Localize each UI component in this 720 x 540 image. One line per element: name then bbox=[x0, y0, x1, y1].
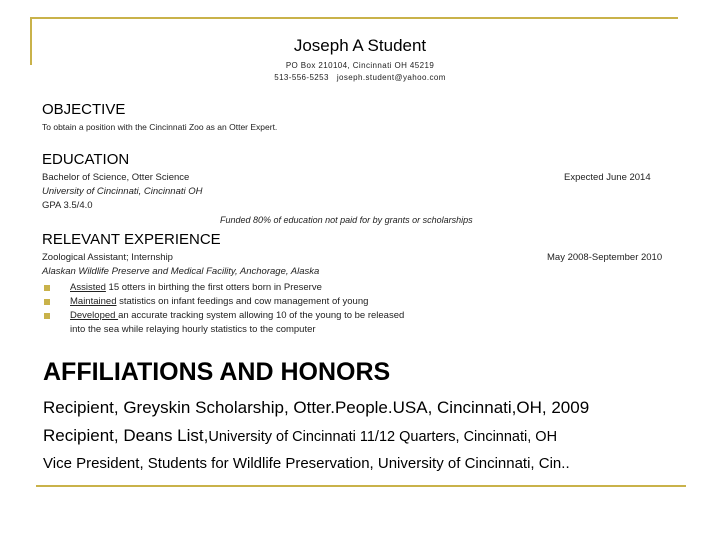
education-degree: Bachelor of Science, Otter Science bbox=[42, 172, 190, 183]
bullet-continuation: into the sea while relaying hourly statistics to the computer bbox=[70, 324, 316, 335]
affiliation-line-2 bbox=[43, 426, 557, 446]
objective-heading: OBJECTIVE bbox=[42, 101, 126, 118]
bullet-text: 15 otters in birthing the first otters born in Preserve bbox=[105, 282, 322, 293]
experience-organization: Alaskan Wildlife Preserve and Medical Facility, Anchorage, Alaska bbox=[42, 266, 320, 277]
education-gpa: GPA 3.5/4.0 bbox=[42, 200, 93, 211]
affiliations-heading: AFFILIATIONS AND HONORS bbox=[43, 358, 391, 386]
bullet-square-icon bbox=[44, 285, 50, 291]
contact-email: joseph.student@yahoo.com bbox=[336, 73, 446, 82]
experience-bullet-list bbox=[42, 281, 405, 337]
education-school: University of Cincinnati, Cincinnati OH bbox=[42, 186, 203, 197]
bullet-verb: Maintained bbox=[70, 296, 117, 307]
bullet-verb: Developed bbox=[70, 310, 119, 321]
objective-text: To obtain a position with the Cincinnati Zoo as an Otter Expert. bbox=[42, 122, 278, 132]
education-heading: EDUCATION bbox=[42, 151, 130, 168]
contact-phone: 513-556-5253 bbox=[274, 73, 329, 82]
bullet-square-icon bbox=[44, 313, 50, 319]
education-funding-note: Funded 80% of education not paid for by grants or scholarships bbox=[220, 215, 473, 225]
experience-title: Zoological Assistant; Internship bbox=[42, 252, 173, 263]
bottom-border-line bbox=[36, 485, 686, 487]
bullet-square-icon bbox=[44, 299, 50, 305]
contact-line bbox=[0, 73, 720, 82]
affiliation-line-3: Vice President, Students for Wildlife Preservation, University of Cincinnati, Cin.. bbox=[43, 455, 570, 472]
list-item bbox=[42, 281, 322, 295]
education-expected-date: Expected June 2014 bbox=[564, 172, 651, 183]
bullet-text: statistics on infant feedings and cow management of young bbox=[116, 296, 369, 307]
experience-heading: RELEVANT EXPERIENCE bbox=[42, 231, 221, 248]
list-item bbox=[42, 295, 369, 309]
affiliation-line-2-sub: University of Cincinnati 11/12 Quarters, Cincinnati, OH bbox=[208, 429, 558, 445]
experience-dates: May 2008-September 2010 bbox=[547, 252, 663, 263]
list-item bbox=[42, 309, 405, 323]
bullet-verb: Assisted bbox=[70, 282, 106, 293]
affiliation-line-1: Recipient, Greyskin Scholarship, Otter.People.USA, Cincinnati,OH, 2009 bbox=[43, 398, 590, 417]
bullet-text: an accurate tracking system allowing 10 of the young to be released bbox=[118, 310, 405, 321]
contact-address: PO Box 210104, Cincinnati OH 45219 bbox=[285, 61, 435, 70]
top-border-line bbox=[30, 17, 678, 19]
resume-name: Joseph A Student bbox=[293, 36, 427, 55]
affiliation-line-2-main: Recipient, Deans List, bbox=[43, 426, 209, 445]
